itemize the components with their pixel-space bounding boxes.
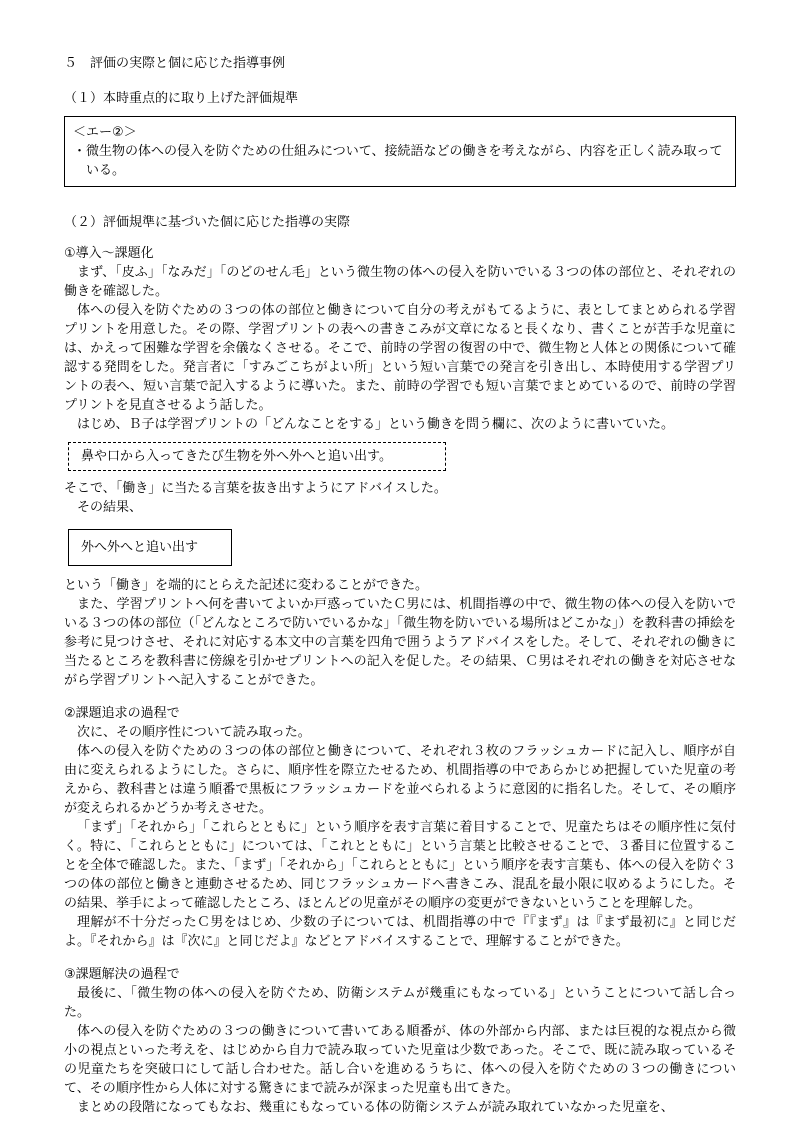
criteria-label: ＜エー②＞ — [73, 125, 137, 140]
step1-paragraph: まず、「皮ふ」「なみだ」「のどのせん毛」という微生物の体への侵入を防いでいる３つの体の部位と、それぞれの働きを確認した。 — [64, 265, 736, 299]
step1-paragraph: はじめ、Ｂ子は学習プリントの「どんなことをする」という働きを問う欄に、次のように書いていた。 — [77, 417, 674, 432]
step2-paragraph: 体への侵入を防ぐための３つの体の部位と働きについて、それぞれ３枚のフラッシュカードに記入し、順序が自由に変えられるようにした。さらに、順序性を際立たせるため、机間指導の中であらかじめ把握していた児童の考えから、教科書とは違う順番で黒板にフラッシュカードを並べられるように意図的に指名した。そして、その順序が変えられるかどうか考えさせた。 — [64, 744, 736, 816]
step3-paragraph: 体への侵入を防ぐための３つの働きについて書いてある順番が、体の外部から内部、または巨視的な視点から微小の視点といった考えを、はじめから自力で読み取っていた児童は少数であった。そこで、既に読み取っているその児童たちを突破口にして話し合わせた。話し合いを進めるうちに、体への侵入を防ぐための３つの働きについて、その順序性から人体に対する驚きにまで読みが深まった児童も出てきた。 — [64, 1024, 736, 1096]
step1-title: ①導入～課題化 — [64, 246, 154, 261]
step1-paragraph: また、学習プリントへ何を書いてよいか戸惑っていたＣ男には、机間指導の中で、微生物の体への侵入を防いでいる３つの体の部位（「どんなところで防いでいるかな」「微生物を防いでいる場所はどこかな」）を教科書の挿絵を参考に見つけさせ、それに対応する本文中の言葉を四角で囲うようアドバイスをした。そして、それぞれの働きに当たるところを教科書に傍線を引かせプリントへの記入を促した。その結果、Ｃ男はそれぞれの働きを対応させながら学習プリントへ記入することができた。 — [64, 597, 736, 688]
step2-paragraph: 理解が不十分だったＣ男をはじめ、少数の子については、机間指導の中で『『まず』は『まず最初に』と同じだよ。『それから』は『次に』と同じだよ』などとアドバイスすることで、理解することができた。 — [64, 915, 736, 949]
document-page — [64, 48, 736, 1117]
step2-title: ②課題追求の過程で — [64, 706, 180, 721]
step2-paragraph: 次に、その順序性について読み取った。 — [77, 725, 311, 740]
subsection-heading-1: （１）本時重点的に取り上げた評価規準 — [64, 91, 299, 106]
student-b-answer-box: 鼻や口から入ってきたび生物を外へ外へと追い出す。 — [68, 442, 446, 471]
criteria-bullet — [73, 142, 727, 180]
subsection-heading-2: （２）評価規準に基づいた個に応じた指導の実際 — [64, 215, 351, 230]
criteria-text: 微生物の体への侵入を防ぐための仕組みについて、接続語などの働きを考えながら、内容を正しく読み取っている。 — [86, 144, 723, 178]
step1-paragraph: 体への侵入を防ぐための３つの体の部位と働きについて自分の考えがもてるように、表としてまとめられる学習プリントを用意した。その際、学習プリントの表への書きこみが文章になると長くなり、書くことが苦手な児童には、かえって困難な学習を余儀なくさせる。そこで、前時の学習の復習の中で、微生物と人体との関係について確認する発問をした。発言者に「すみごこちがよい所」という短い言葉での発言を引き出し、本時使用する学習プリントの表へ、短い言葉で記入するように導いた。また、前時の学習でも短い言葉でまとめているので、前時の学習プリントを見直させるよう話した。 — [64, 303, 736, 413]
step3-paragraph: まとめの段階になってもなお、幾重にもなっている体の防衛システムが読み取れていなかった児童を、 — [77, 1100, 674, 1115]
bullet-mark: ・ — [73, 144, 87, 159]
step1-paragraph: その結果、 — [77, 500, 143, 515]
criteria-box — [64, 116, 736, 187]
section-heading: ５ 評価の実際と個に応じた指導事例 — [64, 56, 286, 71]
step3-paragraph: 最後に、「微生物の体への侵入を防ぐため、防衛システムが幾重にもなっている」ということについて話し合った。 — [64, 986, 736, 1020]
step3-title: ③課題解決の過程で — [64, 967, 180, 982]
step1-paragraph: そこで、「働き」に当たる言葉を抜き出すようにアドバイスした。 — [64, 481, 447, 496]
student-b-revised-box: 外へ外へと追い出す — [68, 529, 232, 566]
step1-paragraph: という「働き」を端的にとらえた記述に変わることができた。 — [64, 578, 429, 593]
step2-paragraph: 「まず」「それから」「これらとともに」という順序を表す言葉に着目することで、児童たちはその順序性に気付く。特に、「これらとともに」については、「これとともに」という言葉と比較させることで、３番目に位置することを全体で確認した。また、「まず」「それから」「これらとともに」という順序を表す言葉も、体への侵入を防ぐ３つの体の部位と働きと連動させるため、同じフラッシュカードへ書きこみ、混乱を最小限に収めるようにした。その結果、挙手によって確認したところ、ほとんどの児童がその順序の変更ができないということを理解した。 — [64, 820, 736, 911]
